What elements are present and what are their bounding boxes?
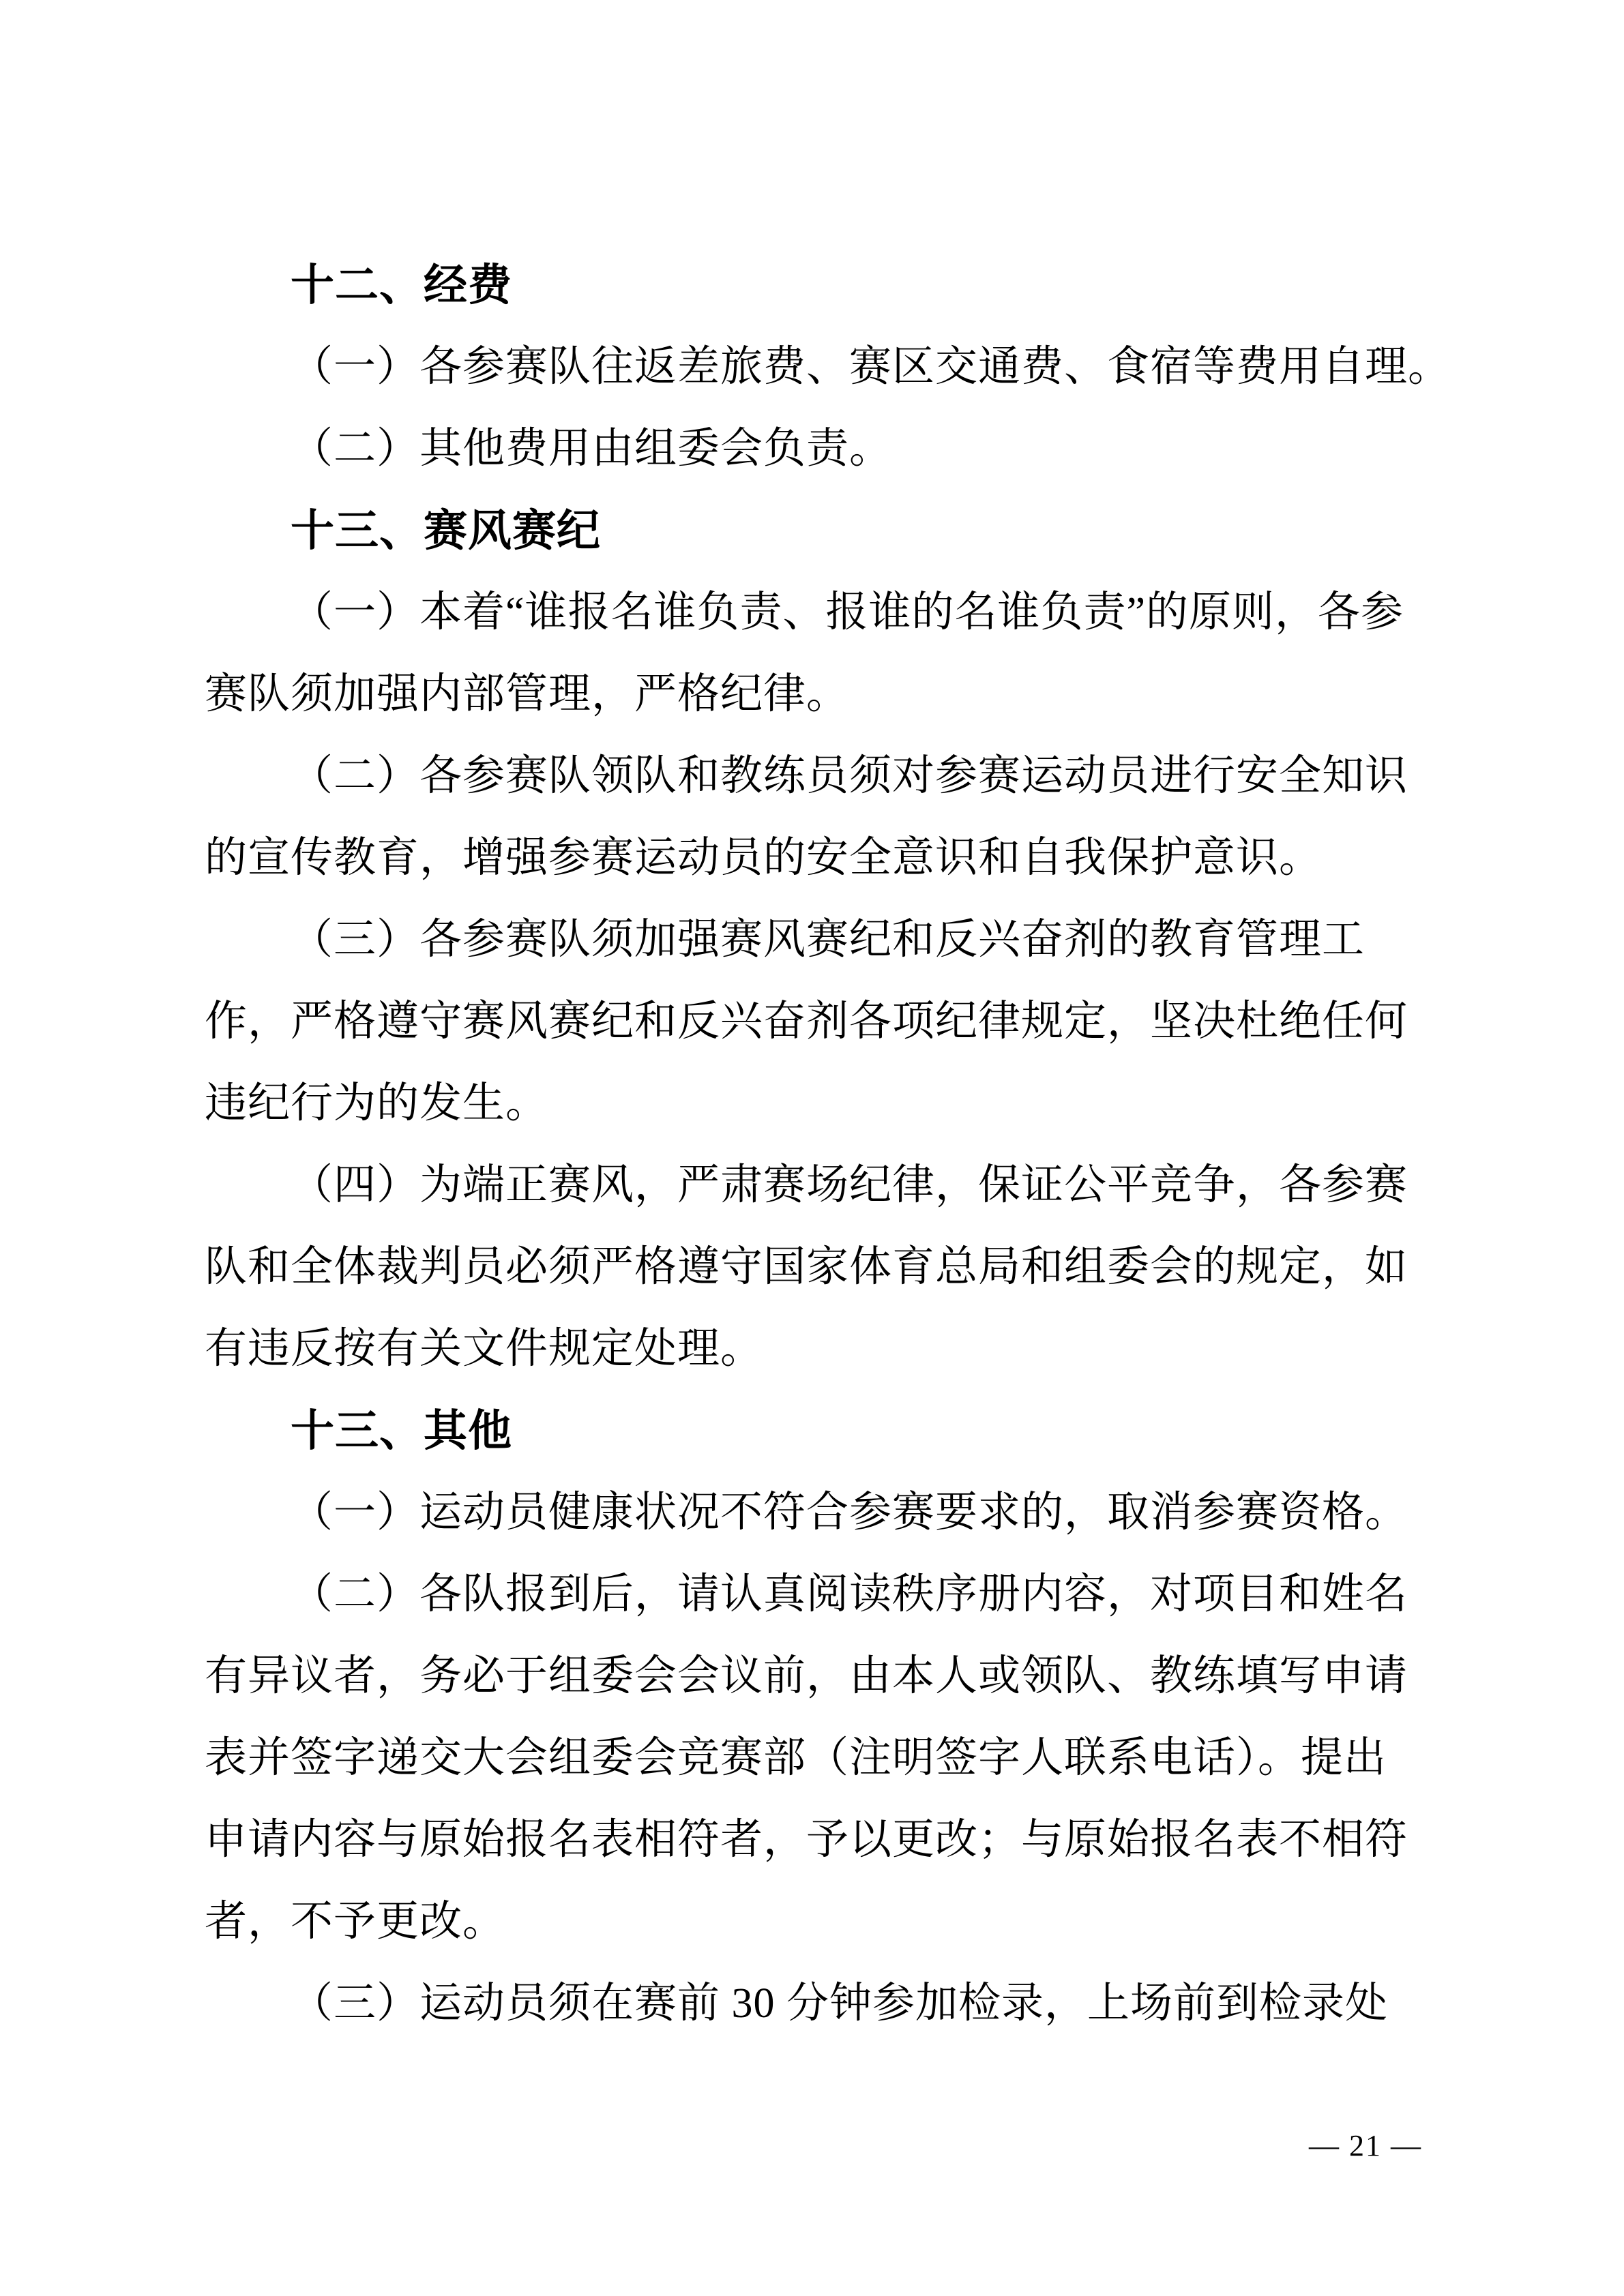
paragraph-line: （四）为端正赛风，严肃赛场纪律，保证公平竞争，各参赛 <box>291 1162 1408 1208</box>
paragraph-line: （三）各参赛队须加强赛风赛纪和反兴奋剂的教育管理工 <box>291 916 1365 963</box>
document-body <box>205 244 1451 2044</box>
paragraph-line: （二）各参赛队领队和教练员须对参赛运动员进行安全知识 <box>291 753 1408 799</box>
section-other <box>205 1390 1419 2044</box>
paragraph-line: 的宣传教育，增强参赛运动员的安全意识和自我保护意识。 <box>205 835 1323 881</box>
paragraph-line: 队和全体裁判员必须严格遵守国家体育总局和组委会的规定，如 <box>205 1244 1408 1290</box>
paragraph-line: （二）各队报到后，请认真阅读秩序册内容，对项目和姓名 <box>291 1571 1408 1617</box>
paragraph-line: （一）本着“谁报名谁负责、报谁的名谁负责”的原则，各参 <box>291 589 1404 636</box>
paragraph-line: 申请内容与原始报名表相符者，予以更改；与原始报名表不相符 <box>205 1817 1408 1863</box>
paragraph-line: 违纪行为的发生。 <box>205 1080 549 1127</box>
section-conduct-discipline <box>205 490 1419 1390</box>
paragraph-line: （一）运动员健康状况不符合参赛要求的，取消参赛资格。 <box>291 1489 1408 1536</box>
paragraph-line: 作，严格遵守赛风赛纪和反兴奋剂各项纪律规定，坚决杜绝任何 <box>205 998 1408 1045</box>
paragraph-line: 有违反按有关文件规定处理。 <box>205 1326 764 1372</box>
paragraph-line: （二）其他费用由组委会负责。 <box>291 426 893 472</box>
paragraph-line: 者，不予更改。 <box>205 1898 506 1945</box>
paragraph-line: 赛队须加强内部管理，严格纪律。 <box>205 671 850 717</box>
paragraph-line: （三）运动员须在赛前 30 分钟参加检录，上场前到检录处 <box>291 1980 1389 2027</box>
paragraph-line: 表并签字递交大会组委会竞赛部（注明签字人联系电话）。提出 <box>205 1735 1387 1781</box>
section-heading: 十三、赛风赛纪 <box>291 506 601 555</box>
paragraph-line: 有异议者，务必于组委会会议前，由本人或领队、教练填写申请 <box>205 1653 1408 1699</box>
section-heading: 十二、经费 <box>291 260 512 310</box>
paragraph-line: （一）各参赛队往返差旅费、赛区交通费、食宿等费用自理。 <box>291 344 1451 390</box>
section-funding <box>205 244 1451 490</box>
section-heading: 十三、其他 <box>291 1406 512 1455</box>
page-number: — 21 — <box>1309 2129 1422 2162</box>
